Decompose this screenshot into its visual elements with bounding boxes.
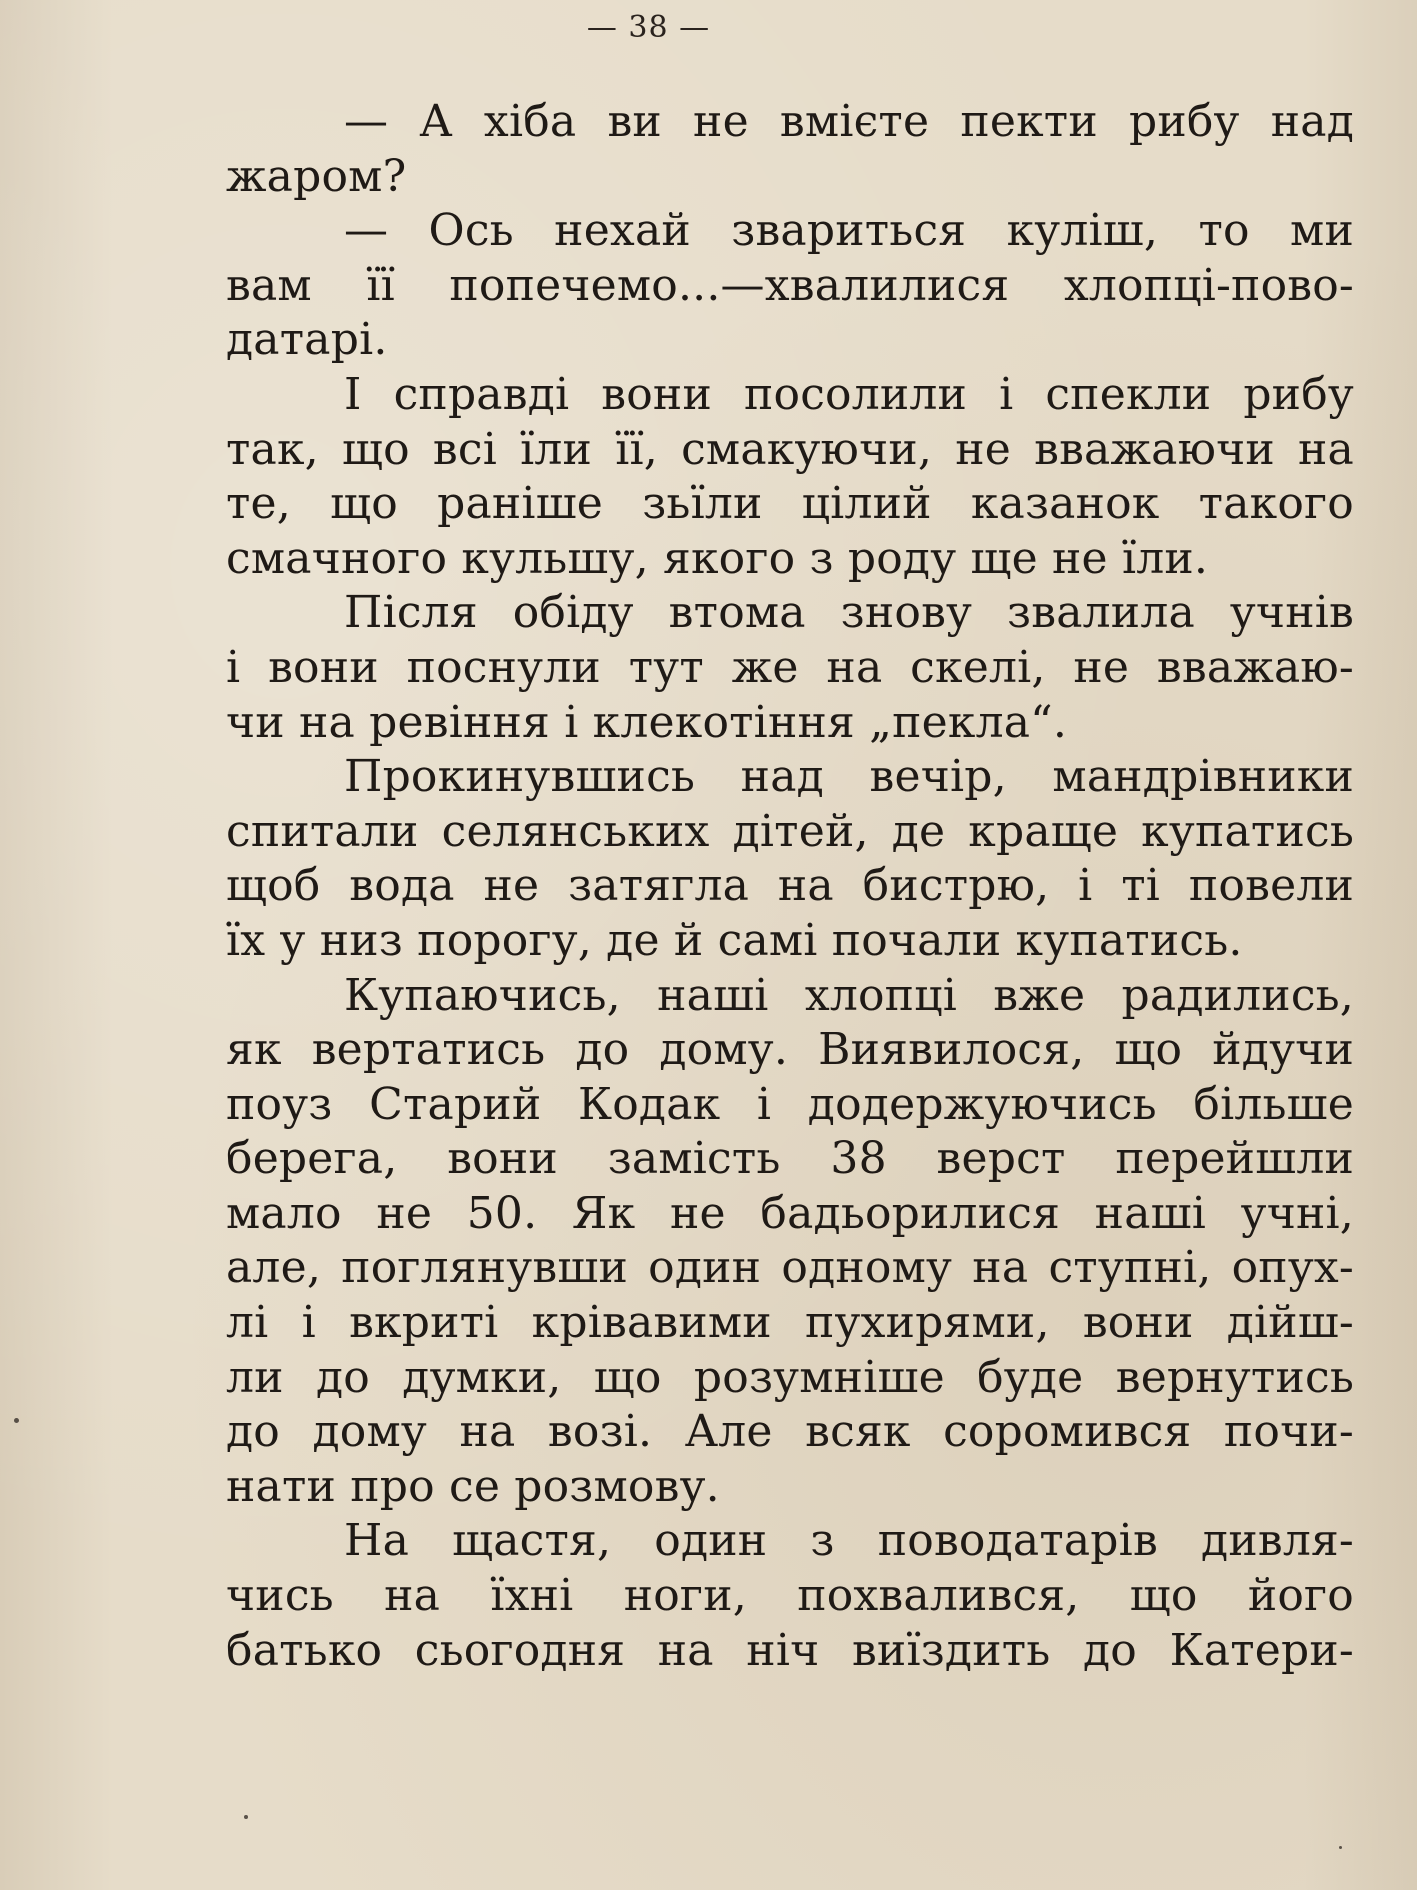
text-line: Купаючись, наші хлопці вже радились, — [344, 969, 1354, 1021]
text-line: щоб вода не затягла на бистрю, і ті повели — [226, 860, 1354, 912]
text-line: мало не 50. Як не бадьорилися наші учні, — [226, 1187, 1354, 1239]
text-line: їх у низ порогу, де й самі почали купатись. — [226, 914, 1243, 966]
text-line: берега, вони замість 38 верст перейшли — [226, 1133, 1354, 1185]
text-line: На щастя, один з поводатарів дивля- — [344, 1515, 1354, 1567]
text-line: як вертатись до дому. Виявилося, що йдучи — [226, 1024, 1354, 1076]
text-line: — А хіба ви не вмієте пекти рибу над — [344, 96, 1354, 147]
text-line: так, що всі їли її, смакуючи, не вважаючи на — [226, 423, 1354, 475]
text-line: те, що раніше зьїли цілий казанок такого — [226, 478, 1354, 530]
text-line: жаром? — [226, 150, 407, 202]
paper-speck — [1339, 1846, 1342, 1849]
body-text — [226, 95, 1354, 1678]
text-line: датарі. — [226, 314, 388, 366]
text-line: чись на їхні ноги, похвалився, що його — [226, 1570, 1354, 1622]
text-line: але, поглянувши один одному на ступні, опух- — [226, 1242, 1354, 1294]
text-line: до дому на возі. Але всяк соромився почи- — [226, 1406, 1354, 1458]
text-line: і вони поснули тут же на скелі, не вважаю- — [226, 641, 1354, 693]
text-line: Прокинувшись над вечір, мандрівники — [344, 751, 1354, 803]
paper-speck — [14, 1418, 19, 1423]
text-line: ли до думки, що розумніше буде вернутись — [226, 1351, 1354, 1403]
text-line: вам її попечемо...—хвалилися хлопці-пово- — [226, 259, 1354, 311]
text-line: Після обіду втома знову звалила учнів — [344, 587, 1354, 639]
text-line: чи на ревіння і клекотіння „пекла“. — [226, 696, 1068, 748]
text-line: поуз Старий Кодак і додержуючись більше — [226, 1078, 1354, 1130]
text-line: — Ось нехай звариться куліш, то ми — [344, 205, 1354, 257]
text-line: лі і вкриті крівавими пухирями, вони дійш- — [226, 1297, 1354, 1349]
text-line: нати про се розмову. — [226, 1460, 720, 1512]
text-line: батько сьогодня на ніч виїздить до Катери- — [226, 1624, 1354, 1676]
text-line: смачного кульшу, якого з роду ще не їли. — [226, 532, 1209, 584]
page-number: — 38 — — [586, 10, 711, 45]
text-line: спитали селянських дітей, де краще купатись — [226, 805, 1354, 857]
paper-speck — [244, 1815, 248, 1819]
text-line: І справді вони посолили і спекли рибу — [344, 368, 1354, 420]
